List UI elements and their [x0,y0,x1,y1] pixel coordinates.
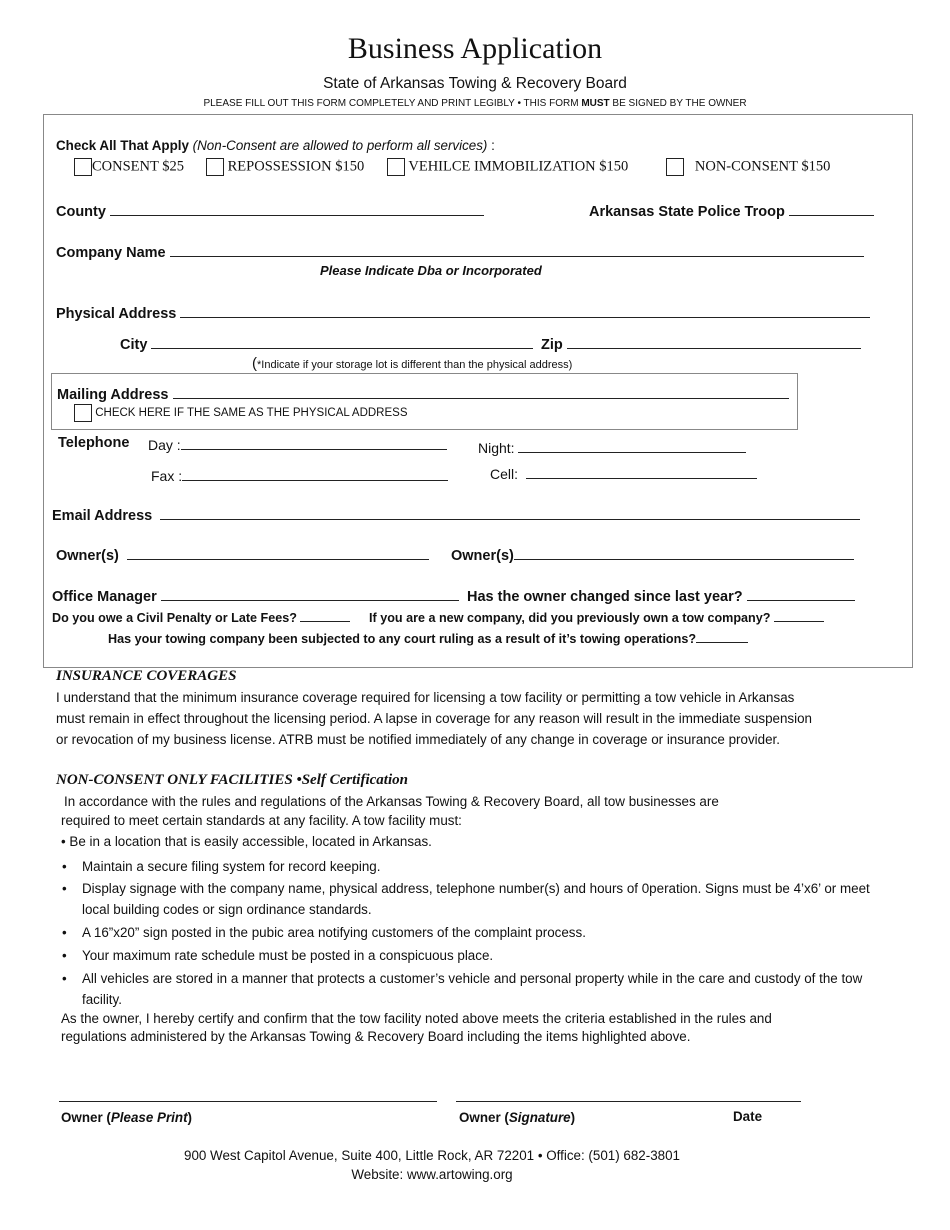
owner-field-1[interactable] [56,545,429,564]
storage-note-paren: ( [252,355,257,372]
county-label: County [56,204,106,220]
consent-label: CONSENT $25 [92,158,184,175]
dba-note: Please Indicate Dba or Incorporated [320,263,542,278]
bullet-dot: • [62,948,67,963]
consent-checkbox[interactable] [74,158,92,176]
zip-field[interactable] [541,334,861,353]
office-manager-label: Office Manager [52,589,157,605]
office-manager-line[interactable] [161,586,459,601]
owner-print-em: Please Print [110,1110,188,1125]
instruction-must: MUST [581,98,610,109]
mailing-address-field[interactable] [57,384,789,403]
immobilization-checkbox[interactable] [387,158,405,176]
owner-label-2: Owner(s) [451,548,514,564]
nonconsent-label: NON-CONSENT $150 [694,158,831,175]
owner-sig-post: ) [570,1110,576,1125]
owner-print-signature-line[interactable] [59,1101,437,1102]
city-line[interactable] [151,334,533,349]
requirement-filing [62,856,892,877]
civil-penalty-line[interactable] [300,609,350,622]
service-option-repossession[interactable] [206,158,364,176]
instruction-text-pre: PLEASE FILL OUT THIS FORM COMPLETELY AND PRINT LEGIBLY • THIS FORM [203,98,582,109]
nonconsent-intro-2: required to meet certain standards at any facility. A tow facility must: [61,813,462,828]
civil-penalty-label: Do you owe a Civil Penalty or Late Fees? [52,611,297,625]
owner-signature-label [459,1110,575,1125]
service-option-nonconsent[interactable] [666,158,830,176]
nonconsent-checkbox[interactable] [666,158,684,176]
nonconsent-heading: NON-CONSENT ONLY FACILITIES •Self Certification [56,772,408,788]
requirement-complaint-sign-text: A 16”x20” sign posted in the pubic area notifying customers of the complaint process. [82,925,586,940]
owner-print-pre: Owner ( [61,1110,111,1125]
owner-changed-field[interactable] [467,586,855,605]
county-field[interactable] [56,201,484,220]
same-as-physical-checkbox[interactable] [74,404,92,422]
physical-address-line[interactable] [180,303,870,318]
bullet-dot: • [62,971,67,986]
nonconsent-intro-1: In accordance with the rules and regulations of the Arkansas Towing & Recovery Board, all tow businesses are [64,794,719,809]
zip-line[interactable] [567,334,861,349]
owner-line-1[interactable] [127,545,429,560]
cell-phone-field[interactable] [490,464,757,482]
requirement-vehicle-storage [62,968,892,1010]
repossession-checkbox[interactable] [206,158,224,176]
requirement-vehicle-storage-text: All vehicles are stored in a manner that protects a customer’s vehicle and personal property while in the care and custody of the tow facility. [82,971,863,1007]
day-phone-line[interactable] [181,435,447,450]
requirement-complaint-sign [62,922,892,943]
troop-label: Arkansas State Police Troop [589,204,785,220]
owner-sig-em: Signature [508,1110,571,1125]
services-colon: : [487,138,495,153]
owner-print-post: ) [187,1110,192,1125]
insurance-heading: INSURANCE COVERAGES [56,668,237,684]
requirement-rate-schedule [62,945,892,966]
form-instruction [0,98,950,109]
office-manager-field[interactable] [52,586,459,605]
page-title: Business Application [347,32,603,65]
fax-line[interactable] [182,466,448,481]
repossession-label: REPOSSESSION $150 [227,158,365,175]
county-line[interactable] [110,201,484,216]
cell-phone-label: Cell: [490,466,519,482]
owner-sig-pre: Owner ( [459,1110,509,1125]
services-note: (Non-Consent are allowed to perform all services) [192,138,488,153]
immobilization-label: VEHILCE IMMOBILIZATION $150 [408,158,629,175]
date-label: Date [733,1109,763,1124]
cell-phone-line[interactable] [526,464,757,479]
night-phone-field[interactable] [478,438,746,456]
insurance-line-2: must remain in effect throughout the licensing period. A lapse in coverage for any reason will result in the immediate suspension [56,711,813,726]
insurance-line-1: I understand that the minimum insurance coverage required for licensing a tow facility or permitting a tow vehicle in Arkansas [56,690,795,705]
company-name-line[interactable] [170,242,864,257]
owner-line-2[interactable] [514,545,854,560]
owner-label-1: Owner(s) [56,548,119,564]
physical-address-label: Physical Address [56,306,177,322]
zip-label: Zip [541,337,563,353]
owner-signature-line[interactable] [456,1101,801,1102]
court-ruling-field[interactable] [108,630,748,646]
company-name-label: Company Name [56,245,166,261]
service-option-immobilization[interactable] [387,158,628,176]
night-phone-line[interactable] [518,438,746,453]
city-field[interactable] [120,334,533,353]
requirement-rate-schedule-text: Your maximum rate schedule must be posted in a conspicuous place. [82,948,494,963]
mailing-address-line[interactable] [173,384,789,399]
night-phone-label: Night: [478,440,515,456]
new-company-field[interactable] [369,609,824,625]
day-phone-label: Day : [148,437,181,453]
troop-field[interactable] [589,201,874,220]
owner-field-2[interactable] [451,545,854,564]
troop-line[interactable] [789,201,874,216]
owner-print-label [61,1110,192,1125]
page-subtitle: State of Arkansas Towing & Recovery Board [323,75,627,92]
day-phone-field[interactable] [148,435,447,453]
certification-line-2: regulations administered by the Arkansas Towing & Recovery Board including the items highlighted above. [61,1029,691,1044]
footer-address: 900 West Capitol Avenue, Suite 400, Little Rock, AR 72201 • Office: (501) 682-3801 [184,1148,680,1163]
owner-changed-label: Has the owner changed since last year? [467,589,743,605]
requirement-filing-text: Maintain a secure filing system for record keeping. [82,859,381,874]
storage-note-text: *Indicate if your storage lot is different than the physical address) [257,359,573,371]
services-label-row [56,138,495,153]
court-ruling-line[interactable] [696,630,748,643]
fax-label: Fax : [151,468,183,484]
city-label: City [120,337,148,353]
physical-address-field[interactable] [56,303,870,322]
email-field[interactable] [52,505,860,524]
new-company-label: If you are a new company, did you previously own a tow company? [369,611,771,625]
insurance-line-3: or revocation of my business license. ATRB must be notified immediately of any change in coverage or insurance provider. [56,732,780,747]
company-name-field[interactable] [56,242,864,261]
bullet-dot: • [62,925,67,940]
bullet-dot: • [62,881,67,896]
requirement-location: • Be in a location that is easily accessible, located in Arkansas. [61,834,432,849]
email-label: Email Address [52,508,153,524]
service-option-consent[interactable] [74,158,184,176]
certification-line-1: As the owner, I hereby certify and confirm that the tow facility noted above meets the criteria established in the rules and [61,1011,772,1026]
fax-field[interactable] [151,466,448,484]
email-line[interactable] [160,505,860,520]
mailing-address-label: Mailing Address [57,387,169,403]
same-as-physical-option[interactable] [74,404,408,422]
storage-note [252,355,572,372]
telephone-label: Telephone [58,435,130,451]
owner-changed-line[interactable] [747,586,855,601]
instruction-text-post: BE SIGNED BY THE OWNER [609,98,747,109]
civil-penalty-field[interactable] [52,609,350,625]
footer-website: Website: www.artowing.org [351,1167,513,1182]
same-as-physical-label: CHECK HERE IF THE SAME AS THE PHYSICAL ADDRESS [95,407,408,420]
services-label: Check All That Apply [56,138,189,153]
court-ruling-label: Has your towing company been subjected to any court ruling as a result of it’s towing operations? [108,632,697,646]
bullet-dot: • [62,859,67,874]
requirement-signage [62,878,892,920]
new-company-line[interactable] [774,609,824,622]
requirement-signage-text: Display signage with the company name, physical address, telephone number(s) and hours of 0peration. Signs must be 4’x6’ or meet local building codes or sign ordinance standards. [82,881,870,917]
